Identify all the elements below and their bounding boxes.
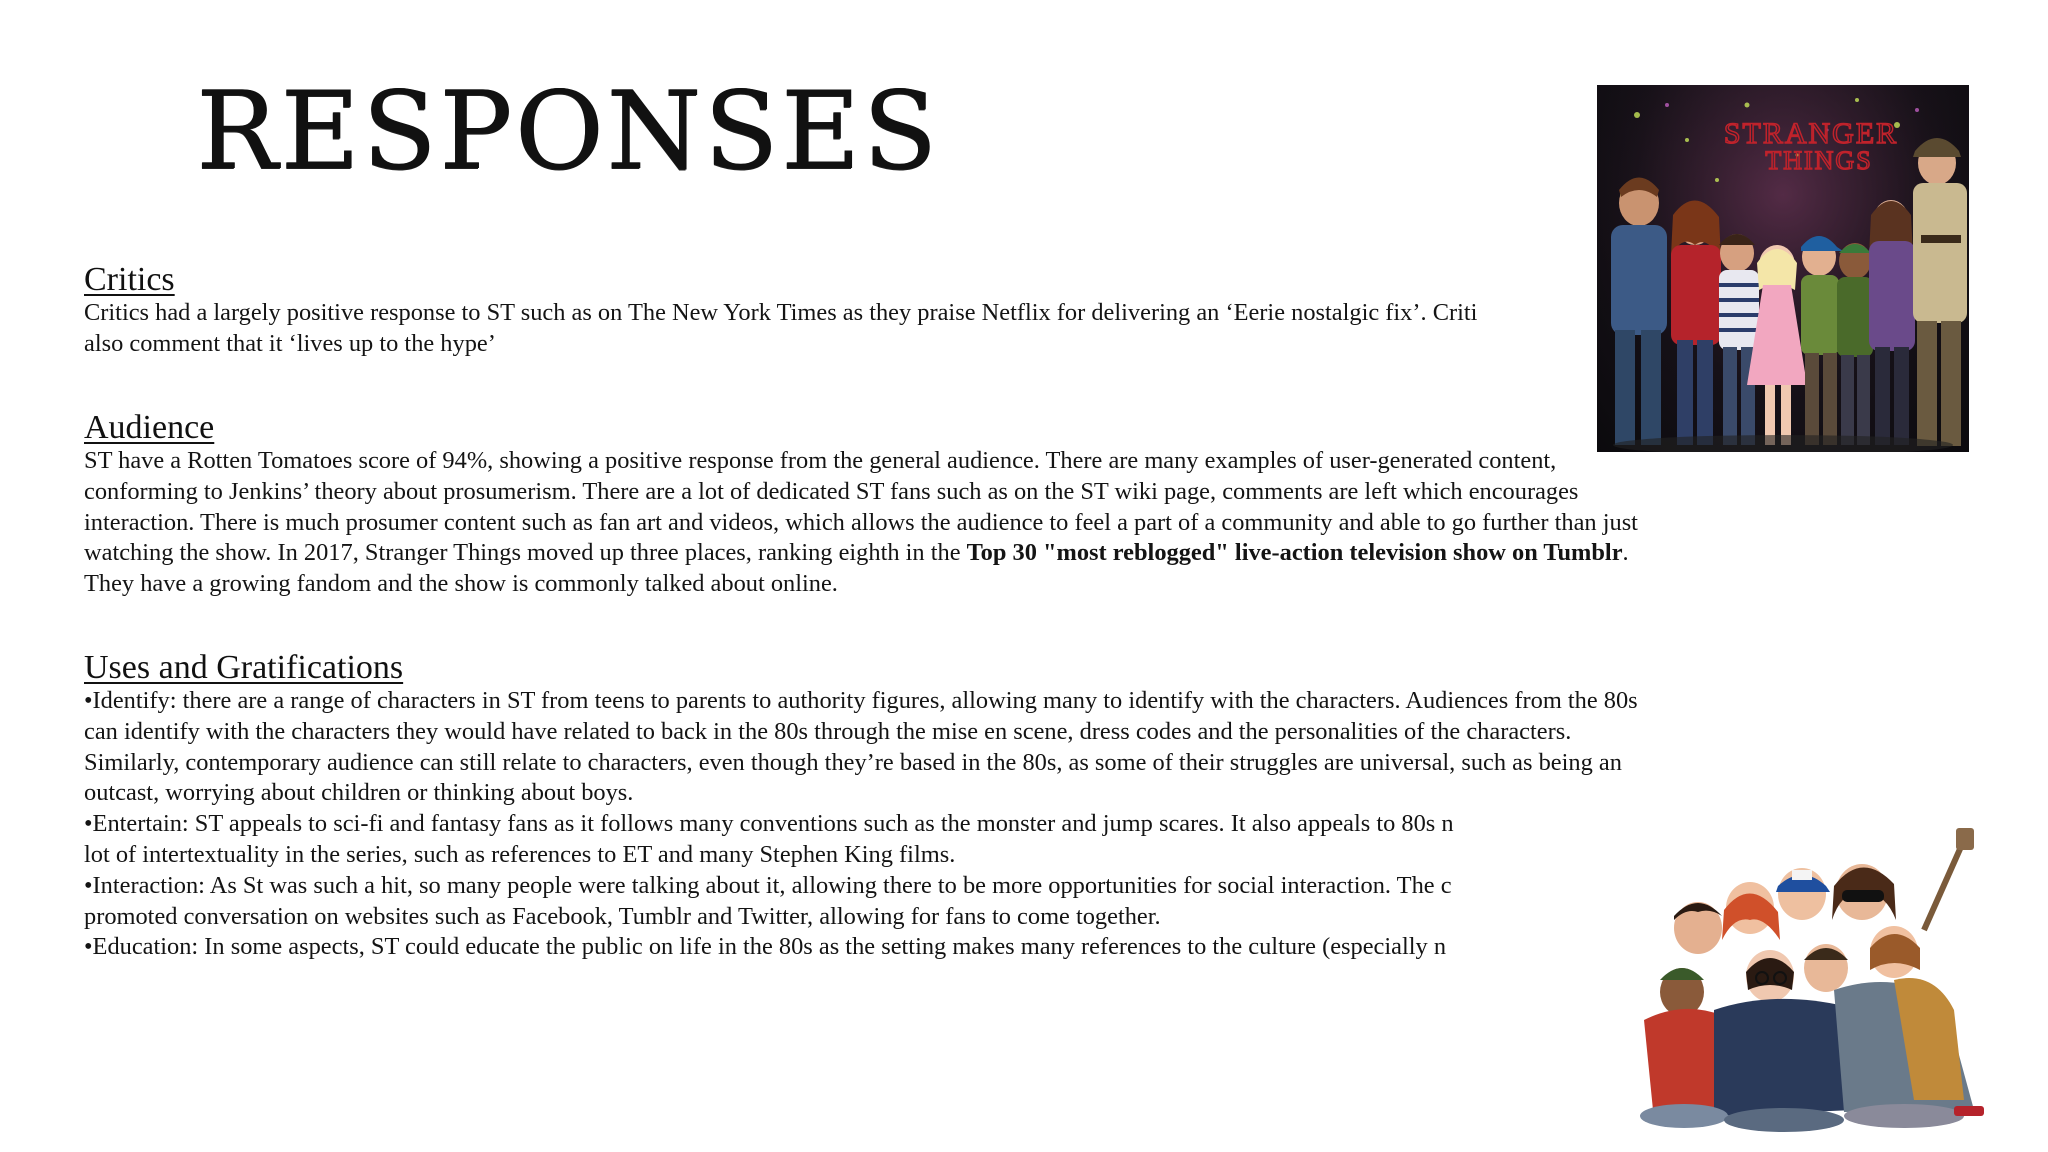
slide-title: RESPONSES: [196, 69, 940, 194]
hug-illustration: [1594, 820, 2014, 1136]
group-hug-fan-art-image: [1594, 820, 2014, 1136]
logo-line-1: STRANGER: [1723, 117, 1899, 150]
stranger-things-poster-image: [1597, 85, 1969, 452]
list-line: Similarly, contemporary audience can still relate to characters, even though they’re based in the 80s, as some of their struggles are universal, such as being an: [84, 748, 1622, 776]
audience-section: [84, 410, 1844, 600]
text-line: ST have a Rotten Tomatoes score of 94%, showing a positive response from the general audience. There are many examples of user-generated content,: [84, 447, 1557, 474]
critics-heading: Critics: [84, 261, 175, 298]
list-line: promoted conversation on websites such as Facebook, Tumblr and Twitter, allowing for fans to come together.: [84, 902, 1161, 930]
uses-gratifications-section: [84, 650, 1844, 963]
list-line: •Education: In some aspects, ST could educate the public on life in the 80s as the setting makes many references to the culture (especially n: [84, 933, 1447, 961]
uses-gratifications-list: [84, 686, 1844, 963]
list-line: outcast, worrying about children or thinking about boys.: [84, 779, 634, 807]
uses-gratifications-heading: Uses and Gratifications: [84, 649, 404, 686]
critics-section: [84, 262, 1844, 360]
list-line: can identify with the characters they would have related to back in the 80s through the mise en scene, dress codes and the personalities of the characters.: [84, 717, 1572, 745]
guitar-illustration: [1924, 828, 1974, 930]
poster-illustration: [1597, 85, 1969, 452]
tumblr-ranking-bold: Top 30 "most reblogged" live-action television show on Tumblr: [966, 539, 1623, 567]
critics-paragraph: [84, 298, 1844, 360]
audience-paragraph: [84, 446, 1844, 600]
text-run: watching the show. In 2017, Stranger Things moved up three places, ranking eighth in the: [84, 539, 967, 567]
list-line: •Entertain: ST appeals to sci-fi and fantasy fans as it follows many conventions such as the monster and jump scares. It also appeals to 80s n: [84, 810, 1454, 838]
text-line-with-bold: [84, 538, 1844, 569]
list-line: •Identify: there are a range of characters in ST from teens to parents to authority figures, allowing many to identify with the characters. Audiences from the 80s: [84, 687, 1638, 714]
list-line: lot of intertextuality in the series, such as references to ET and many Stephen King films.: [84, 840, 956, 868]
text-line: Critics had a largely positive response to ST such as on The New York Times as they praise Netflix for delivering an ‘Eerie nostalgic fix’. Criti: [84, 299, 1478, 326]
text-line: conforming to Jenkins’ theory about prosumerism. There are a lot of dedicated ST fans such as on the ST wiki page, comments are left which encourages: [84, 477, 1579, 505]
text-line: also comment that it ‘lives up to the hype’: [84, 329, 496, 357]
text-line: interaction. There is much prosumer content such as fan art and videos, which allows the audience to feel a part of a community and able to go further than just: [84, 508, 1638, 536]
text-line: They have a growing fandom and the show is commonly talked about online.: [84, 570, 838, 598]
logo-line-2: THINGS: [1765, 146, 1873, 175]
list-line: •Interaction: As St was such a hit, so many people were talking about it, allowing there to be more opportunities for social interaction. The c: [84, 871, 1452, 899]
text-run: .: [1622, 539, 1629, 567]
audience-heading: Audience: [84, 409, 215, 446]
